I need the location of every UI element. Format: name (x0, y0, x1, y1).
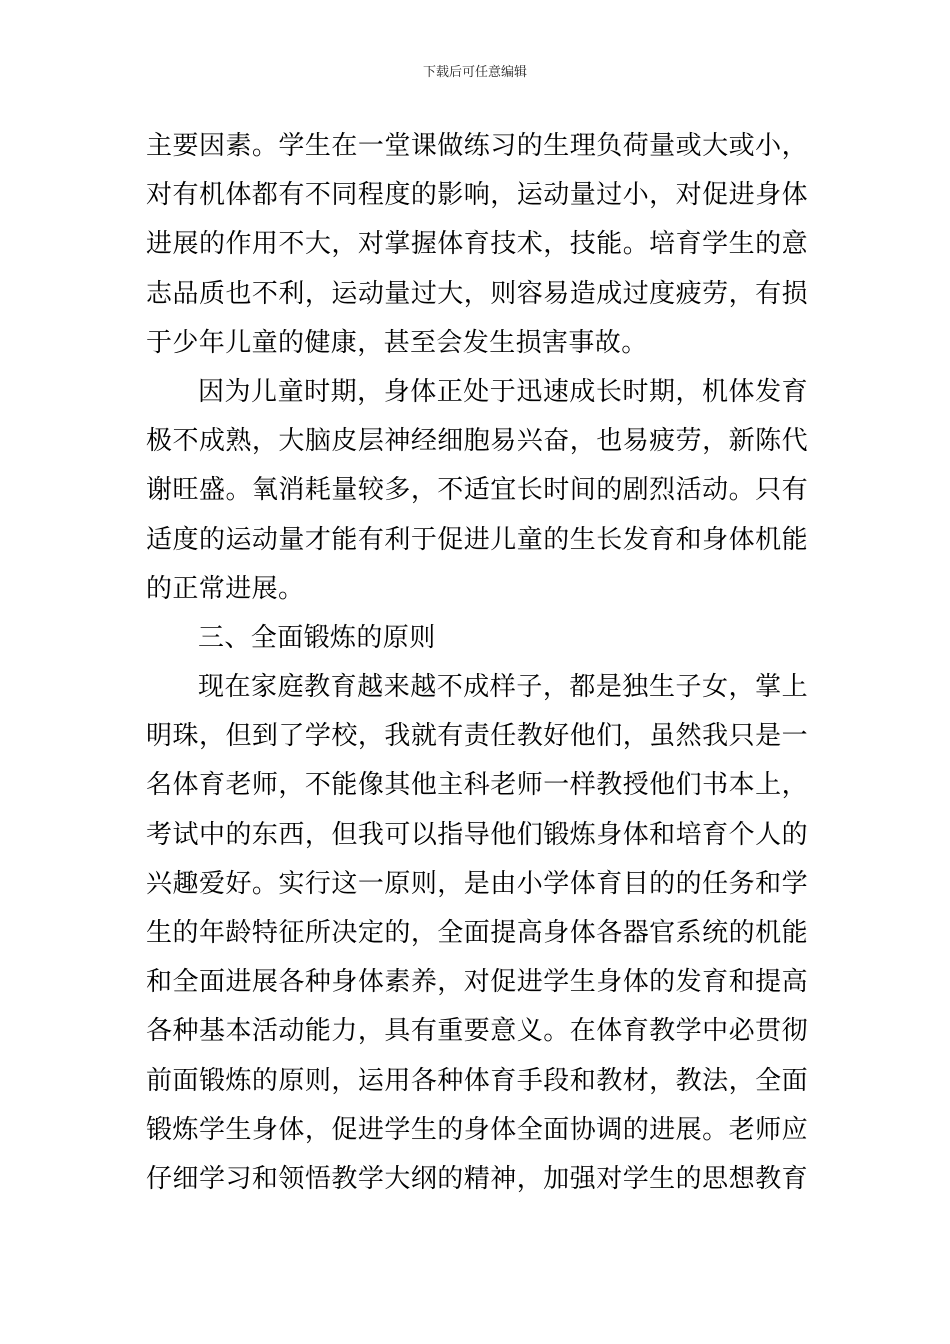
text-line: 进展的作用不大，对掌握体育技术，技能。培育学生的意 (146, 229, 808, 260)
section-heading: 三、全面锻炼的原则 (198, 622, 436, 653)
paragraph (146, 368, 808, 614)
text-line: 谢旺盛。氧消耗量较多，不适宜长时间的剧烈活动。只有 (146, 475, 808, 506)
text-line: 的正常进展。 (146, 573, 305, 604)
text-line: 现在家庭教育越来越不成样子，都是独生子女，掌上 (198, 672, 808, 703)
text-line: 锻炼学生身体，促进学生的身体全面协调的进展。老师应 (146, 1114, 808, 1145)
paragraph (146, 122, 808, 368)
text-line: 于少年儿童的健康，甚至会发生损害事故。 (146, 327, 648, 358)
page-header: 下载后可任意编辑 (422, 65, 527, 80)
text-line: 前面锻炼的原则，运用各种体育手段和教材，教法，全面 (146, 1065, 808, 1096)
text-line: 各种基本活动能力，具有重要意义。在体育教学中必贯彻 (146, 1016, 808, 1047)
text-line: 兴趣爱好。实行这一原则，是由小学体育目的的任务和学 (146, 868, 808, 899)
text-line: 因为儿童时期，身体正处于迅速成长时期，机体发育 (198, 376, 808, 407)
text-line: 考试中的东西，但我可以指导他们锻炼身体和培育个人的 (146, 819, 808, 850)
paragraph (146, 663, 808, 1204)
text-line: 对有机体都有不同程度的影响，运动量过小，对促进身体 (146, 180, 808, 211)
document-body (146, 122, 808, 1204)
text-line: 和全面进展各种身体素养，对促进学生身体的发育和提高 (146, 967, 808, 998)
text-line: 明珠，但到了学校，我就有责任教好他们，虽然我只是一 (146, 721, 808, 752)
text-line: 生的年龄特征所决定的，全面提高身体各器官系统的机能 (146, 918, 808, 948)
text-line: 极不成熟，大脑皮层神经细胞易兴奋，也易疲劳，新陈代 (146, 426, 808, 457)
text-line: 仔细学习和领悟教学大纲的精神，加强对学生的思想教育 (146, 1163, 808, 1194)
text-line: 适度的运动量才能有利于促进儿童的生长发育和身体机能 (146, 524, 808, 555)
text-line: 志品质也不利，运动量过大，则容易造成过度疲劳，有损 (146, 278, 808, 309)
text-line: 主要因素。学生在一堂课做练习的生理负荷量或大或小， (146, 131, 808, 161)
text-line: 名体育老师，不能像其他主科老师一样教授他们书本上， (146, 770, 808, 801)
